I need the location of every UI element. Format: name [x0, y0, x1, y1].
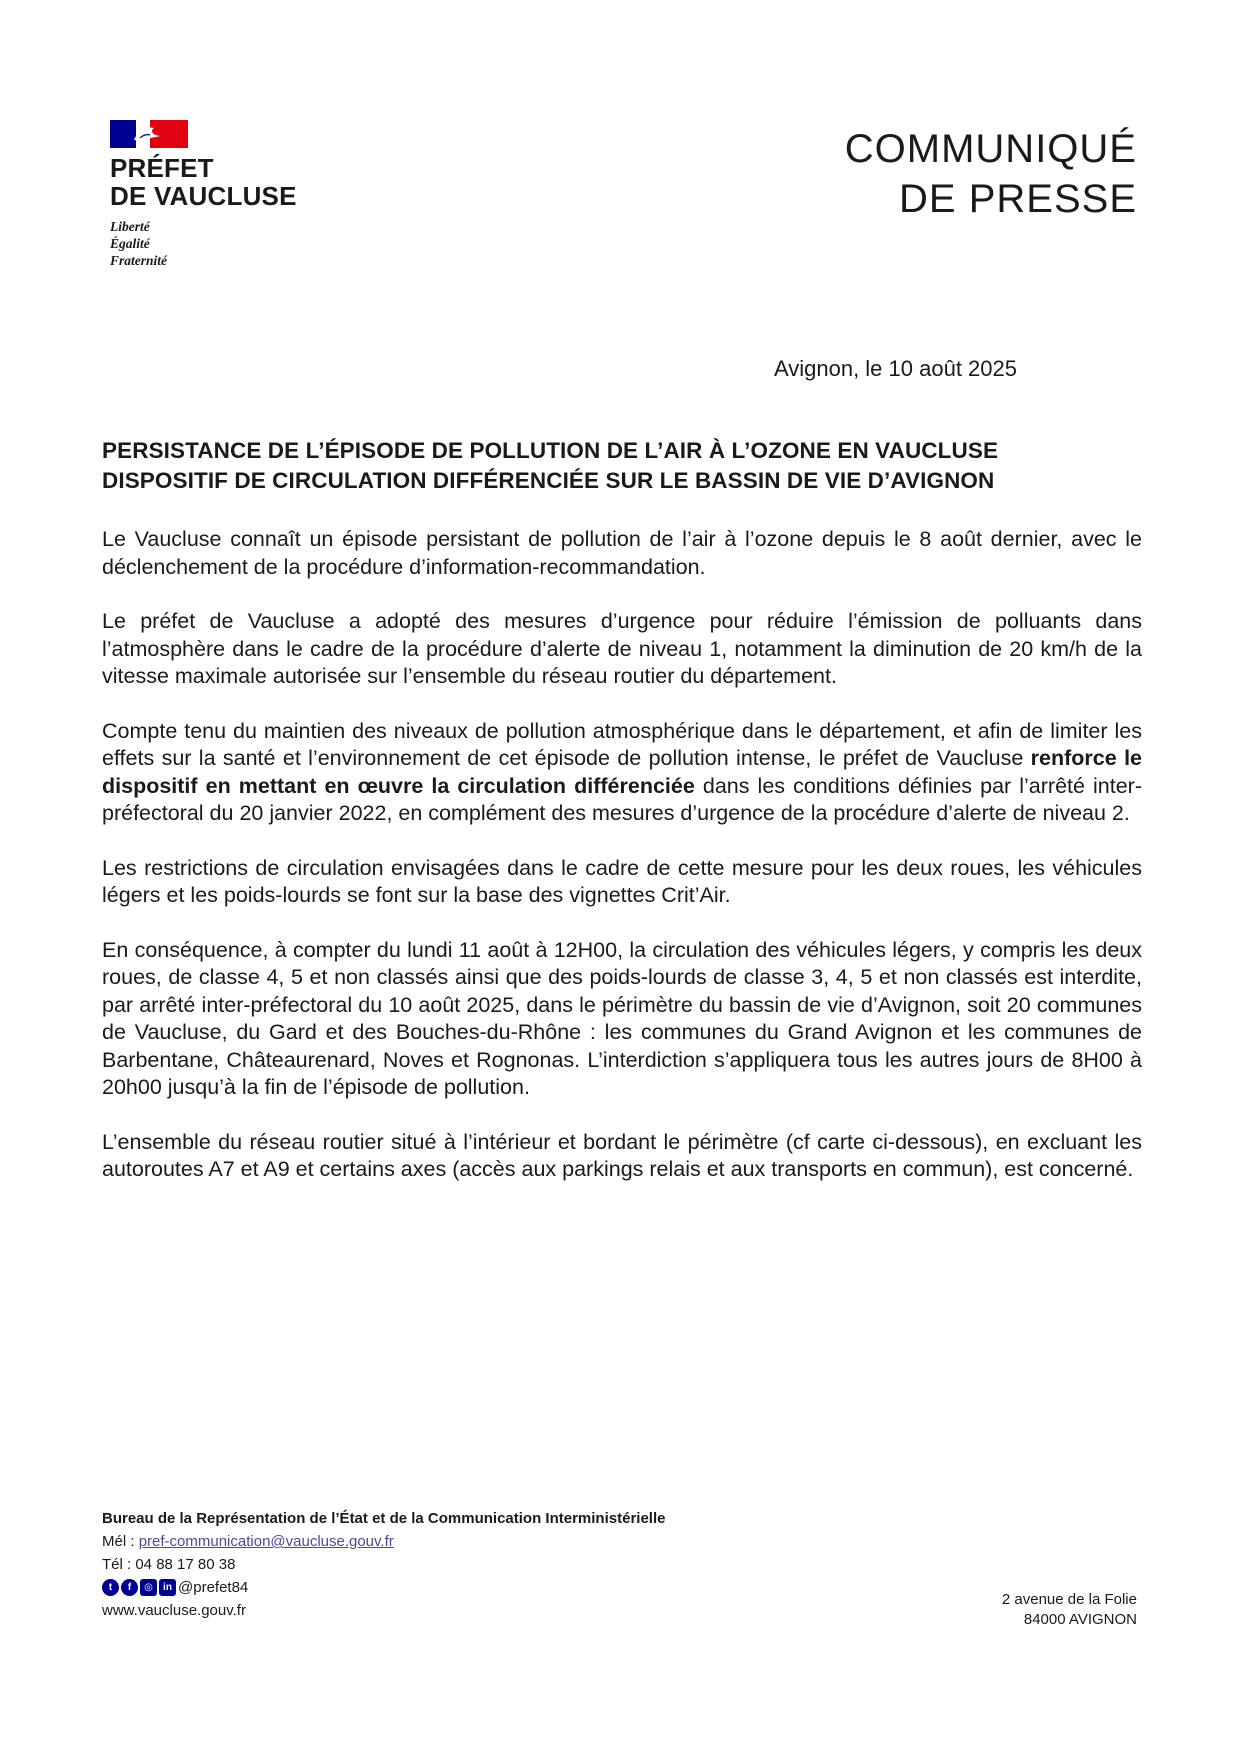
linkedin-icon[interactable]: in [159, 1579, 176, 1596]
paragraph-4: Les restrictions de circulation envisagées dans le cadre de cette mesure pour les deux roues, les véhicules légers et les poids-lourds se font sur la base des vignettes Crit’Air. [102, 855, 1142, 907]
body-text [102, 526, 1142, 1211]
mail-label: Mél : [102, 1533, 139, 1550]
footer-mail-row [102, 1530, 702, 1553]
paragraph-3-start: Compte tenu du maintien des niveaux de pollution atmosphérique dans le département, et afin de limiter les effets sur la santé et l’environnement de cet épisode de pollution intense, le préfet de Vaucluse [102, 718, 1142, 770]
facebook-icon[interactable]: f [121, 1579, 138, 1596]
prefet-logo [110, 120, 330, 269]
paragraph-3-end: dans les conditions définies par l’arrêté inter-préfectoral du 20 janvier 2022, en complément des mesures d’urgence de la procédure d’alerte de niveau 2. [102, 773, 1142, 825]
headline-line1: PERSISTANCE DE L’ÉPISODE DE POLLUTION DE L’AIR À L’OZONE EN VAUCLUSE [102, 438, 999, 463]
footer-website[interactable]: www.vaucluse.gouv.fr [102, 1602, 246, 1619]
footer-phone: Tél : 04 88 17 80 38 [102, 1556, 236, 1573]
social-handle: @prefet84 [178, 1579, 249, 1596]
paragraph-1: Le Vaucluse connaît un épisode persistant de pollution de l’air à l’ozone depuis le 8 août dernier, avec le déclenchement de la procédure d’information-recommandation. [102, 527, 1142, 579]
marianne-icon [130, 124, 164, 144]
devise-liberte: Liberté [110, 219, 150, 234]
address-line2: 84000 AVIGNON [1023, 1611, 1137, 1628]
footer-address [1002, 1590, 1137, 1630]
devise-egalite: Égalité [110, 236, 150, 251]
document-type-line1: COMMUNIQUÉ [844, 127, 1137, 171]
paragraph-2: Le préfet de Vaucluse a adopté des mesures d’urgence pour réduire l’émission de polluants dans l’atmosphère dans le cadre de la procédure d’alerte de niveau 1, notamment la diminution de 20 km/h de la vitesse maximale autorisée sur l’ensemble du réseau routier du département. [102, 609, 1142, 688]
devise [110, 218, 330, 269]
paragraph-5: En conséquence, à compter du lundi 11 août à 12H00, la circulation des véhicules légers, y compris les deux roues, de classe 4, 5 et non classés ainsi que des poids-lourds de classe 3, 4, 5 et non classés est interdite, par arrêté inter-préfectoral du 10 août 2025, dans le périmètre du bassin de vie d’Avignon, soit 20 communes de Vaucluse, du Gard et des Bouches-du-Rhône : les communes du Grand Avignon et les communes de Barbentane, Châteaurenard, Noves et Rognonas. L’interdiction s’appliquera tous les autres jours de 8H00 à 20h00 jusqu’à la fin de l’épisode de pollution. [102, 937, 1142, 1099]
social-row [102, 1576, 702, 1599]
footer-organization: Bureau de la Représentation de l’État et de la Communication Interministérielle [102, 1510, 666, 1527]
paragraph-3 [102, 718, 1142, 828]
paragraph-6: L’ensemble du réseau routier situé à l’intérieur et bordant le périmètre (cf carte ci-dessous), en excluant les autoroutes A7 et A9 et certains axes (accès aux parkings relais et aux transports en commun), est concerné. [102, 1129, 1142, 1181]
address-line1: 2 avenue de la Folie [1001, 1591, 1137, 1608]
document-type-line2: DE PRESSE [899, 177, 1137, 221]
document-type [845, 124, 1137, 224]
twitter-icon[interactable]: t [102, 1579, 119, 1596]
devise-fraternite: Fraternité [110, 253, 168, 268]
email-link[interactable]: pref-communication@vaucluse.gouv.fr [138, 1533, 394, 1550]
republic-flag-icon [110, 120, 188, 148]
logo-title-line1: PRÉFET [110, 153, 214, 183]
logo-title-line2: DE VAUCLUSE [110, 181, 297, 211]
headline [102, 436, 1142, 496]
headline-line2: DISPOSITIF DE CIRCULATION DIFFÉRENCIÉE SUR LE BASSIN DE VIE D’AVIGNON [102, 468, 995, 493]
instagram-icon[interactable]: ◎ [140, 1579, 157, 1596]
paragraph-3-emphasis: renforce le dispositif en mettant en œuvre la circulation différenciée [102, 746, 1143, 798]
document-date: Avignon, le 10 août 2025 [773, 356, 1017, 381]
footer-contact [102, 1507, 702, 1622]
